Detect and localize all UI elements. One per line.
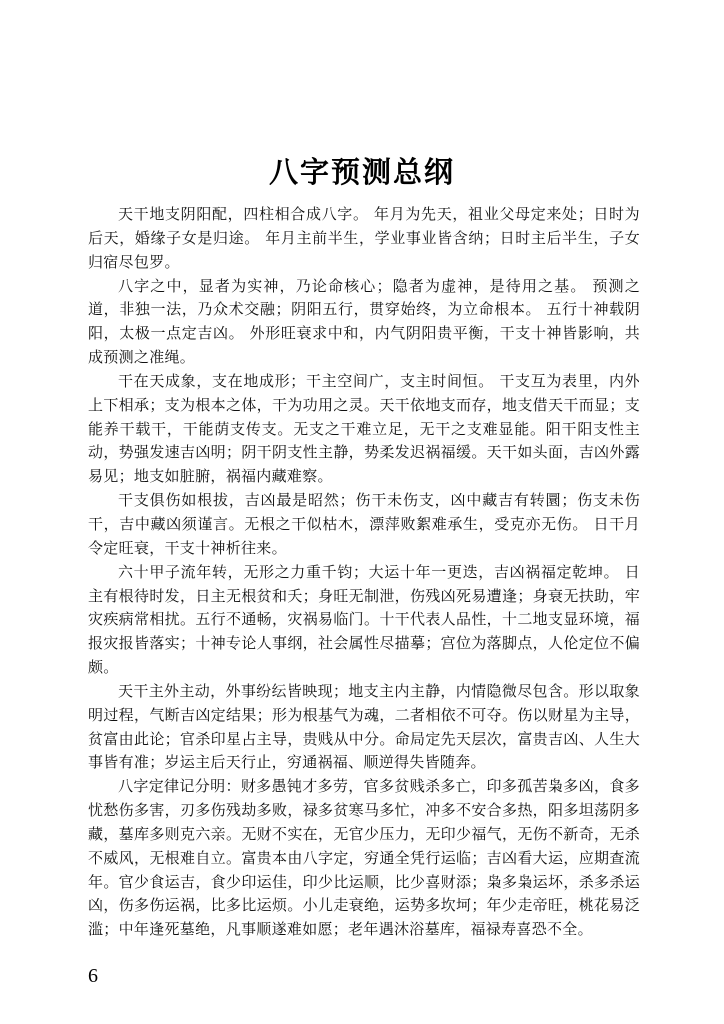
paragraph-1: 天干地支阴阳配，四柱相合成八字。 年月为先天，祖业父母定来处；日时为后天，婚缘子女是归途。 年月主前半生，学业事业皆含纳；日时主后半生，子女归宿尽包罗。	[88, 205, 640, 271]
paragraph-4: 干支俱伤如根拔，吉凶最是昭然；伤干未伤支，凶中藏吉有转圜；伤支未伤干，吉中藏凶须谨言。无根之干似枯木，漂萍败絮难承生，受克亦无伤。 日干月令定旺衰，干支十神析往来。	[88, 491, 640, 557]
paragraph-2: 八字之中，显者为实神，乃论命核心；隐者为虚神，是待用之基。 预测之道，非独一法，乃众术交融；阴阳五行，贯穿始终，为立命根本。 五行十神载阴阳，太极一点定吉凶。 外形旺衰求中和，内气阴阳贵平衡，干支十神皆影响，共成预测之准绳。	[88, 276, 640, 367]
paragraph-5: 六十甲子流年转，无形之力重千钧；大运十年一更迭，吉凶祸福定乾坤。 日主有根待时发，日主无根贫和夭；身旺无制泄，伤残凶死易遭逢；身衰无扶助，牢灾疾病常相扰。五行不通畅，灾祸易临门。十干代表人品性，十二地支显环境，福报灾报皆落实；十神专论人事纲，社会属性尽描摹；宫位为落脚点，人伦定位不偏颇。	[88, 562, 640, 677]
paragraph-3: 干在天成象，支在地成形；干主空间广，支主时间恒。 干支互为表里，内外上下相承；支为根本之体，干为功用之灵。天干依地支而存，地支借天干而显；支能养干载干，干能荫支传支。无支之干难立足，无干之支难显能。阳干阳支性主动，势强发速吉凶明；阴干阴支性主静，势柔发迟祸福缓。天干如头面，吉凶外露易见；地支如脏腑，祸福内藏难察。	[88, 371, 640, 486]
page-number: 6	[88, 965, 98, 987]
paragraph-7: 八字定律记分明：财多愚钝才多劳，官多贫贱杀多亡，印多孤苦枭多凶，食多忧愁伤多害，刃多伤残劫多败，禄多贫寒马多忙，冲多不安合多热，阳多坦荡阴多藏，墓库多则克六亲。无财不实在，无官少压力，无印少福气，无伤不新奇，无杀不威风，无根难自立。富贵本由八字定，穷通全凭行运临；吉凶看大运，应期查流年。官少食运吉，食少印运佳，印少比运顺，比少喜财添；枭多枭运坏，杀多杀运凶，伤多伤运祸，比多比运烦。小儿走衰绝，运势多坎坷；年少走帝旺，桃花易泛滥；中年逢死墓绝，凡事顺遂难如愿；老年遇沐浴墓库，福禄寿喜恐不全。	[88, 777, 640, 939]
paragraph-6: 天干主外主动，外事纷纭皆映现；地支主内主静，内情隐微尽包含。形以取象明过程，气断吉凶定结果；形为根基气为魂，二者相依不可夺。伤以财星为主导，贫富由此论；官杀印星占主导，贵贱从中分。命局定先天层次，富贵吉凶、人生大事皆有准；岁运主后天行止，穷通祸福、顺逆得失皆随奔。	[88, 681, 640, 772]
page-title: 八字预测总纲	[268, 155, 455, 189]
body-text	[88, 203, 640, 942]
